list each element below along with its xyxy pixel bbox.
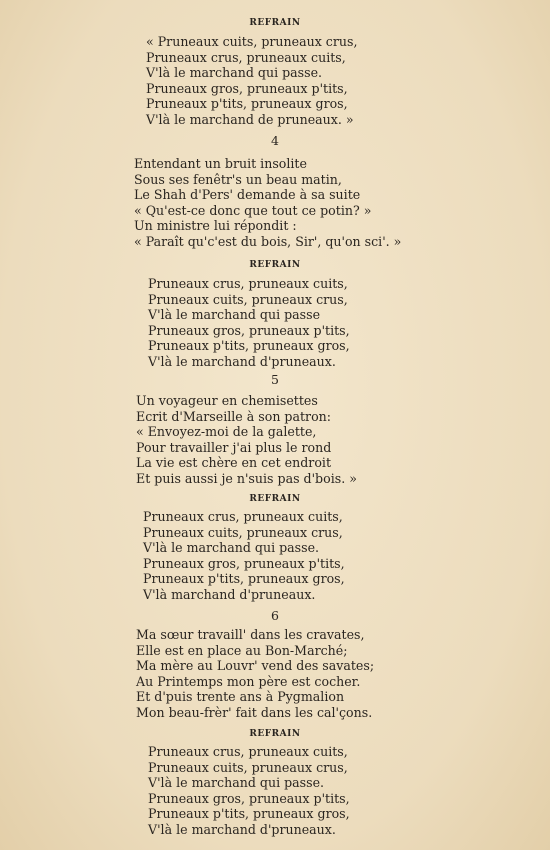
verse-block bbox=[134, 156, 401, 249]
refrain-line: Pruneaux crus, pruneaux cuits, bbox=[148, 744, 348, 759]
refrain-heading: REFRAIN bbox=[249, 729, 301, 739]
verse-line: Et d'puis trente ans à Pygmalion bbox=[136, 689, 345, 704]
refrain-line: Pruneaux p'tits, pruneaux gros, bbox=[148, 806, 350, 821]
refrain-line: Pruneaux gros, pruneaux p'tits, bbox=[143, 555, 345, 571]
refrain-line: Pruneaux cuits, pruneaux crus, bbox=[143, 524, 343, 540]
verse-line: Ecrit d'Marseille à son patron: bbox=[136, 408, 332, 424]
verse-line: Sous ses fenêtr's un beau matin, bbox=[134, 171, 342, 187]
verse-line: Ma sœur travaill' dans les cravates, bbox=[136, 627, 365, 642]
refrain-block bbox=[148, 744, 350, 837]
verse-line: Et puis aussi je n'suis pas d'bois. » bbox=[136, 470, 357, 486]
verse-line: Entendant un bruit insolite bbox=[134, 156, 307, 171]
refrain-heading: REFRAIN bbox=[249, 260, 301, 270]
verse-line: Un ministre lui répondit : bbox=[134, 218, 297, 233]
refrain-heading: REFRAIN bbox=[249, 18, 301, 28]
verse-line: « Envoyez-moi de la galette, bbox=[136, 424, 317, 439]
refrain-line: Pruneaux cuits, pruneaux crus, bbox=[148, 759, 348, 775]
verse-line: Ma mère au Louvr' vend des savates; bbox=[136, 658, 375, 673]
refrain-line: Pruneaux crus, pruneaux cuits, bbox=[143, 509, 343, 524]
verse-line: Un voyageur en chemisettes bbox=[136, 393, 318, 408]
refrain-block bbox=[148, 276, 350, 369]
refrain-heading: REFRAIN bbox=[249, 494, 301, 504]
verse-line: Au Printemps mon père est cocher. bbox=[136, 673, 361, 689]
refrain-line: V'là le marchand qui passe. bbox=[146, 65, 323, 80]
refrain-line: Pruneaux crus, pruneaux cuits, bbox=[146, 49, 346, 65]
verse-line: « Qu'est-ce donc que tout ce potin? » bbox=[134, 202, 372, 218]
verse-number: 4 bbox=[271, 133, 279, 148]
refrain-line: Pruneaux cuits, pruneaux crus, bbox=[148, 291, 348, 307]
refrain-line: Pruneaux gros, pruneaux p'tits, bbox=[148, 790, 350, 806]
verse-line: Mon beau-frèr' fait dans les cal'çons. bbox=[136, 704, 373, 720]
refrain-line: Pruneaux p'tits, pruneaux gros, bbox=[146, 96, 348, 111]
verse-number: 6 bbox=[271, 608, 279, 623]
refrain-line: Pruneaux gros, pruneaux p'tits, bbox=[146, 80, 348, 96]
verse-line: Le Shah d'Pers' demande à sa suite bbox=[134, 187, 361, 202]
refrain-line: V'là le marchand qui passe bbox=[148, 307, 321, 322]
refrain-line: « Pruneaux cuits, pruneaux crus, bbox=[146, 34, 358, 49]
refrain-line: V'là le marchand d'pruneaux. bbox=[148, 353, 336, 369]
verse-block bbox=[136, 393, 357, 486]
refrain-line: V'là le marchand d'pruneaux. bbox=[148, 821, 336, 837]
refrain-line: Pruneaux gros, pruneaux p'tits, bbox=[148, 322, 350, 338]
verse-block bbox=[136, 627, 374, 720]
verse-line: Pour travailler j'ai plus le rond bbox=[136, 439, 332, 455]
refrain-block bbox=[146, 34, 357, 127]
verse-line: Elle est en place au Bon-Marché; bbox=[136, 642, 348, 658]
refrain-block bbox=[143, 509, 345, 602]
verse-line: « Paraît qu'c'est du bois, Sir', qu'on sci'. » bbox=[134, 233, 402, 249]
refrain-line: Pruneaux p'tits, pruneaux gros, bbox=[143, 571, 345, 586]
refrain-line: Pruneaux crus, pruneaux cuits, bbox=[148, 276, 348, 291]
verse-line: La vie est chère en cet endroit bbox=[136, 455, 332, 470]
refrain-line: V'là le marchand qui passe. bbox=[148, 775, 325, 790]
verse-number: 5 bbox=[271, 372, 279, 387]
refrain-line: V'là le marchand de pruneaux. » bbox=[146, 111, 354, 127]
refrain-line: Pruneaux p'tits, pruneaux gros, bbox=[148, 338, 350, 353]
refrain-line: V'là le marchand qui passe. bbox=[143, 540, 320, 555]
refrain-line: V'là marchand d'pruneaux. bbox=[143, 586, 316, 602]
